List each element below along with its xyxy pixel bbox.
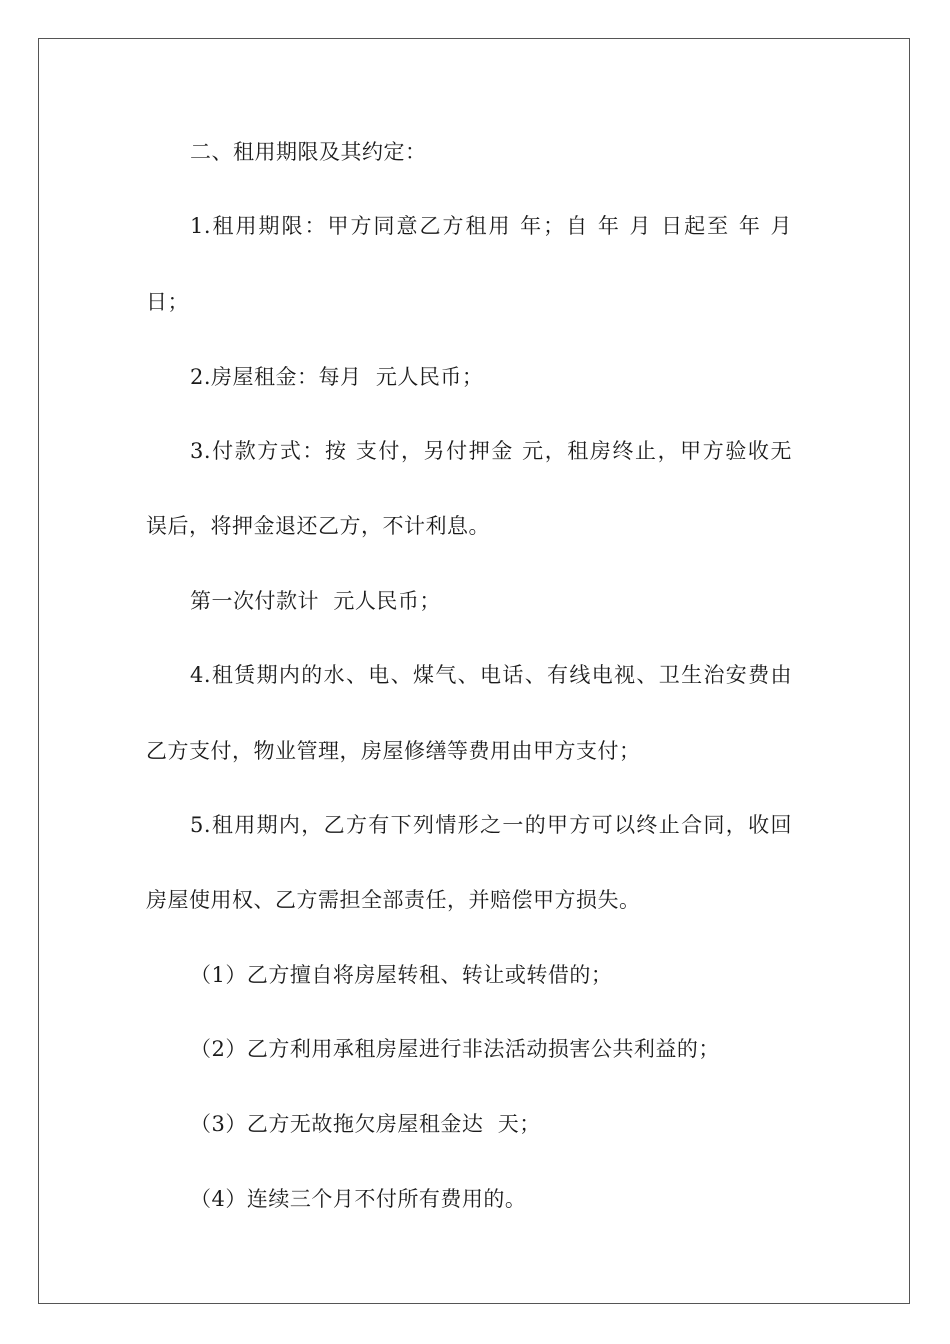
first-payment: 第一次付款计 元人民币； <box>190 589 441 613</box>
clause-1-line-2: 日； <box>146 290 189 314</box>
clause-3-line-1: 3.付款方式：按 支付，另付押金 元，租房终止，甲方验收无 <box>190 439 792 463</box>
clause-2: 2.房屋租金：每月 元人民币； <box>190 365 484 389</box>
sub-item-4: （4）连续三个月不付所有费用的。 <box>190 1187 527 1211</box>
clause-5-line-2: 房屋使用权、乙方需担全部责任，并赔偿甲方损失。 <box>146 888 641 912</box>
section-heading: 二、租用期限及其约定： <box>190 140 427 164</box>
clause-4-line-1: 4.租赁期内的水、电、煤气、电话、有线电视、卫生治安费由 <box>190 663 792 687</box>
sub-item-3: （3）乙方无故拖欠房屋租金达 天； <box>190 1112 541 1136</box>
sub-item-2: （2）乙方利用承租房屋进行非法活动损害公共利益的； <box>190 1037 720 1061</box>
clause-1-line-1: 1.租用期限：甲方同意乙方租用 年；自 年 月 日起至 年 月 <box>190 214 792 238</box>
clause-5-line-1: 5.租用期内，乙方有下列情形之一的甲方可以终止合同，收回 <box>190 813 792 837</box>
sub-item-1: （1）乙方擅自将房屋转租、转让或转借的； <box>190 963 613 987</box>
clause-3-line-2: 误后，将押金退还乙方，不计利息。 <box>146 514 490 538</box>
clause-4-line-2: 乙方支付，物业管理，房屋修缮等费用由甲方支付； <box>146 739 641 763</box>
